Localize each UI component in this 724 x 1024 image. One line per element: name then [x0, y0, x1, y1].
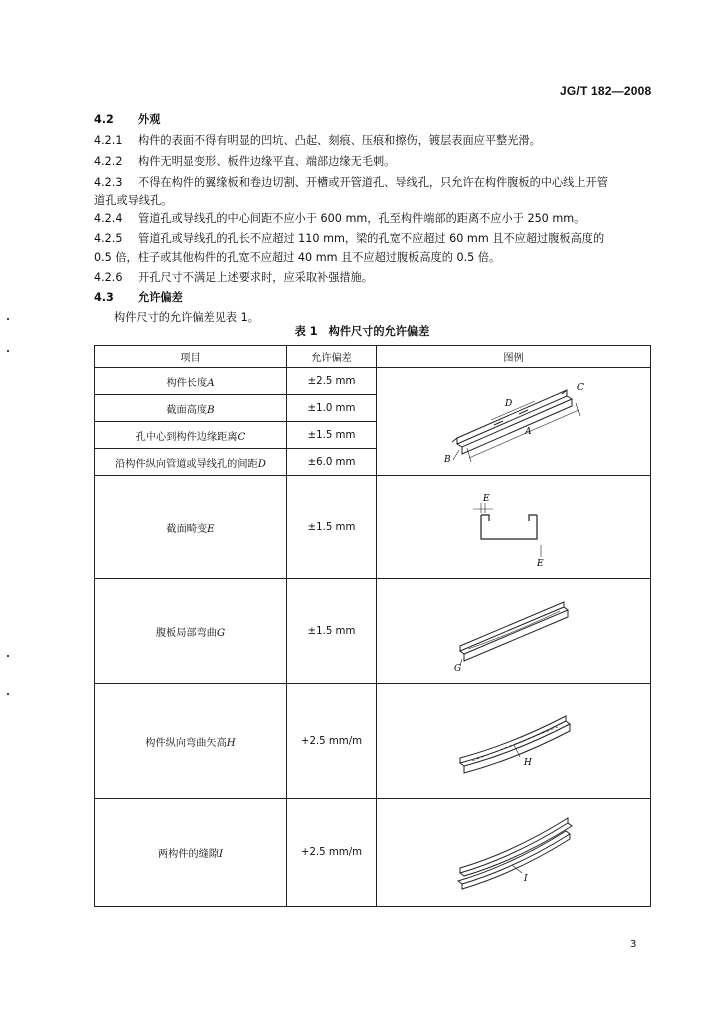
clause-text: 道孔或导线孔。	[94, 194, 173, 207]
row-tolerance: ±1.5 mm	[287, 476, 377, 579]
body-line	[94, 134, 541, 148]
body-line	[94, 271, 373, 285]
figure-section-distortion	[377, 476, 651, 579]
row-item: 孔中心到构件边缘距离C	[95, 422, 287, 449]
fig-label-g: G	[453, 664, 461, 671]
scan-mark	[7, 318, 9, 320]
tolerance-table	[94, 345, 651, 907]
row-item: 沿构件纵向管道或导线孔的间距D	[95, 449, 287, 476]
row-item: 构件纵向弯曲矢高H	[95, 684, 287, 799]
body-line	[94, 212, 585, 226]
fig-label-e-top: E	[482, 494, 490, 504]
figure-channel-dimensions	[377, 368, 651, 476]
clause-text: 构件无明显变形、板件边缘平直、端部边缘无毛刺。	[138, 155, 396, 168]
table-row	[95, 579, 651, 684]
clause-text: 管道孔或导线孔的中心间距不应小于 600 mm，孔至构件端部的距离不应小于 250 mm。	[138, 212, 586, 225]
clause-number: 4.3	[94, 291, 114, 304]
section-heading	[94, 113, 160, 127]
header-item: 项目	[95, 346, 287, 368]
row-tolerance: ±1.5 mm	[287, 422, 377, 449]
fig-label-a: A	[524, 426, 531, 437]
row-tolerance: ±1.0 mm	[287, 395, 377, 422]
clause-text: 开孔尺寸不满足上述要求时，应采取补强措施。	[138, 271, 373, 284]
body-line	[94, 251, 500, 265]
header-figure: 图例	[377, 346, 651, 368]
table-row	[95, 476, 651, 579]
clause-number: 4.2.1	[94, 134, 123, 147]
clause-number: 4.2.5	[94, 232, 123, 245]
clause-text: 构件的表面不得有明显的凹坑、凸起、刻痕、压痕和擦伤，镀层表面应平整光滑。	[138, 134, 541, 147]
clause-text: 不得在构件的翼缘板和卷边切割、开槽或开管道孔、导线孔，只允许在构件腹板的中心线上开管	[138, 176, 608, 189]
row-tolerance: +2.5 mm/m	[287, 684, 377, 799]
body-line	[94, 176, 608, 190]
row-item: 两构件的缝隙I	[95, 799, 287, 907]
clause-text: 0.5 倍，柱子或其他构件的孔宽不应超过 40 mm 且不应超过腹板高度的 0.5 倍。	[94, 251, 501, 264]
fig-label-i: I	[523, 873, 528, 884]
body-line	[94, 155, 395, 169]
fig-label-d: D	[504, 398, 512, 409]
clause-number: 4.2.2	[94, 155, 123, 168]
clause-number: 4.2.4	[94, 212, 123, 225]
row-tolerance: ±6.0 mm	[287, 449, 377, 476]
page-number: 3	[630, 939, 637, 950]
clause-text: 构件尺寸的允许偏差见表 1。	[114, 311, 259, 324]
row-tolerance: ±1.5 mm	[287, 579, 377, 684]
row-item: 构件长度A	[95, 368, 287, 395]
table-caption: 表 1 构件尺寸的允许偏差	[294, 325, 430, 338]
scan-mark	[7, 350, 9, 352]
row-item: 截面畸变E	[95, 476, 287, 579]
header-tolerance: 允许偏差	[287, 346, 377, 368]
row-tolerance: +2.5 mm/m	[287, 799, 377, 907]
figure-member-gap	[377, 799, 651, 907]
row-item: 截面高度B	[95, 395, 287, 422]
table-row	[95, 684, 651, 799]
clause-text: 管道孔或导线孔的孔长不应超过 110 mm，梁的孔宽不应超过 60 mm 且不应超过腹板高度的	[138, 232, 605, 245]
clause-number: 4.2	[94, 113, 114, 126]
table-row	[95, 799, 651, 907]
row-tolerance: ±2.5 mm	[287, 368, 377, 395]
figure-web-bending	[377, 579, 651, 684]
figure-longitudinal-bow	[377, 684, 651, 799]
clause-text: 外观	[138, 113, 161, 126]
table-row	[95, 368, 651, 395]
standard-number: JG/T 182—2008	[560, 84, 652, 98]
body-line	[94, 194, 172, 208]
clause-number: 4.2.6	[94, 271, 123, 284]
row-item: 腹板局部弯曲G	[95, 579, 287, 684]
fig-label-h: H	[523, 758, 532, 768]
body-line	[94, 232, 604, 246]
fig-label-b: B	[443, 454, 451, 465]
scan-mark	[7, 693, 9, 695]
scan-mark	[7, 655, 9, 657]
fig-label-c: C	[576, 382, 584, 393]
clause-text: 允许偏差	[138, 291, 183, 304]
fig-label-e-bottom: E	[536, 559, 544, 567]
section-heading	[94, 291, 183, 305]
clause-number: 4.2.3	[94, 176, 123, 189]
